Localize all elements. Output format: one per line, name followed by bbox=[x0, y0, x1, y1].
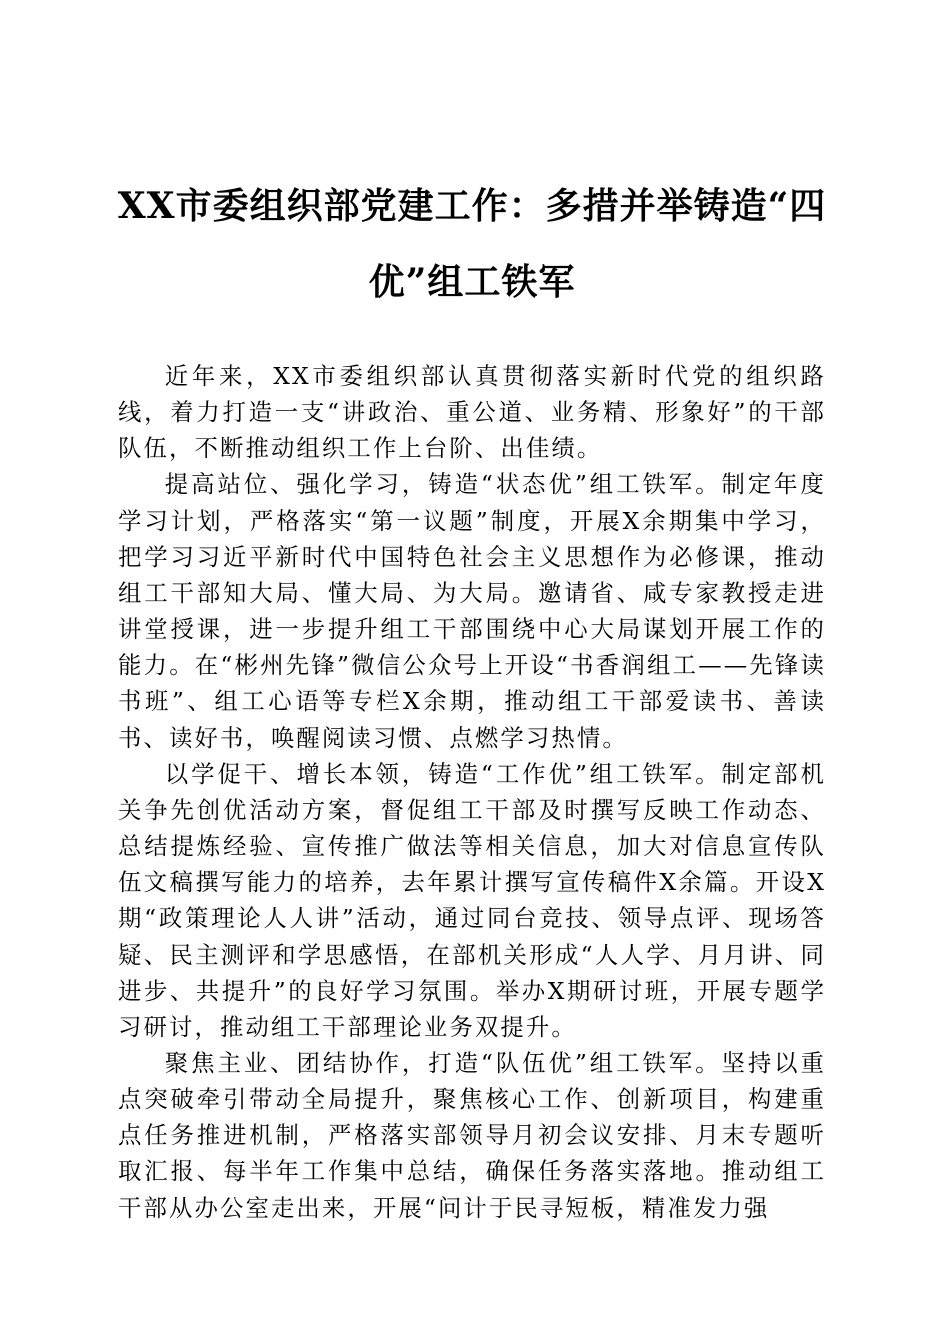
document-body bbox=[118, 358, 826, 1226]
document-title: XX市委组织部党建工作：多措并举铸造“四优”组工铁军 bbox=[117, 185, 827, 303]
paragraph-work-excellence: 以学促干、增长本领，铸造“工作优”组工铁军。制定部机关争先创优活动方案，督促组工干部及时撰写反映工作动态、总结提炼经验、宣传推广做法等相关信息，加大对信息宣传队伍文稿撰写能力的培养，去年累计撰写宣传稿件X余篇。开设X期“政策理论人人讲”活动，通过同台竞技、领导点评、现场答疑、民主测评和学思感悟，在部机关形成“人人学、月月讲、同进步、共提升”的良好学习氛围。举办X期研讨班，开展专题学习研讨，推动组工干部理论业务双提升。 bbox=[118, 759, 826, 1041]
paragraph-team-excellence: 聚焦主业、团结协作，打造“队伍优”组工铁军。坚持以重点突破牵引带动全局提升，聚焦核心工作、创新项目，构建重点任务推进机制，严格落实部领导月初会议安排、月末专题听取汇报、每半年工作集中总结，确保任务落实落地。推动组工干部从办公室走出来，开展“问计于民寻短板，精准发力强 bbox=[118, 1048, 826, 1222]
paragraph-intro: 近年来，XX市委组织部认真贯彻落实新时代党的组织路线，着力打造一支“讲政治、重公道、业务精、形象好”的干部队伍，不断推动组织工作上台阶、出佳绩。 bbox=[118, 362, 826, 463]
paragraph-status-excellence: 提高站位、强化学习，铸造“状态优”组工铁军。制定年度学习计划，严格落实“第一议题”制度，开展X余期集中学习，把学习习近平新时代中国特色社会主义思想作为必修课，推动组工干部知大局、懂大局、为大局。邀请省、咸专家教授走进讲堂授课，进一步提升组工干部围绕中心大局谋划开展工作的能力。在“彬州先锋”微信公众号上开设“书香润组工——先锋读书班”、组工心语等专栏X余期，推动组工干部爱读书、善读书、读好书，唤醒阅读习惯、点燃学习热情。 bbox=[118, 470, 826, 752]
